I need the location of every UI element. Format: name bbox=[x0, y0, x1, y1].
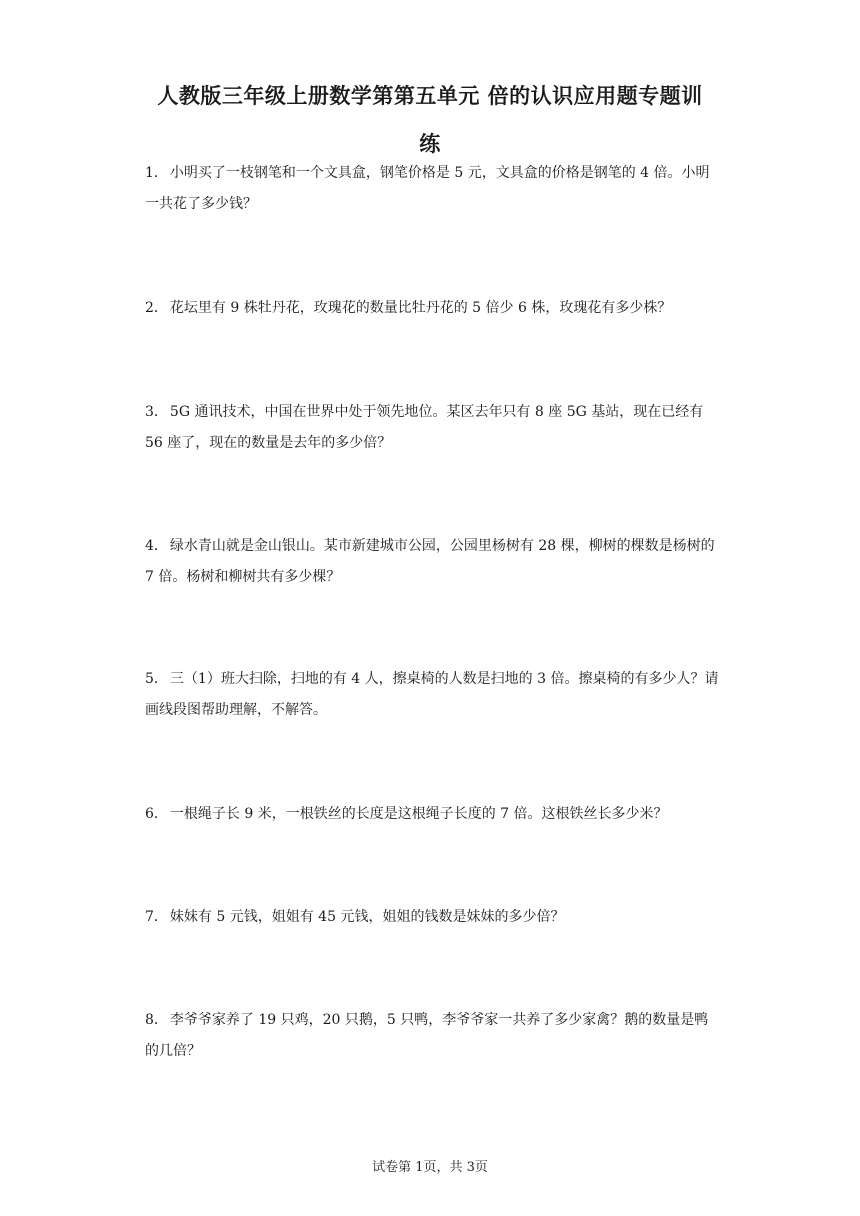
question-text: 妹妹有 5 元钱，姐姐有 45 元钱，姐姐的钱数是妹妹的多少倍？ bbox=[169, 909, 565, 925]
question-3 bbox=[145, 397, 720, 459]
question-number: 8． bbox=[145, 1012, 168, 1028]
question-4 bbox=[145, 531, 720, 593]
question-7 bbox=[145, 902, 720, 933]
page-title-line2: 练 bbox=[419, 132, 441, 156]
question-number: 1． bbox=[145, 165, 168, 181]
question-text: 小明买了一枝钢笔和一个文具盒，钢笔价格是 5 元，文具盒的价格是钢笔的 4 倍。小明一共花了多少钱？ bbox=[145, 165, 710, 212]
question-text: 李爷爷家养了 19 只鸡，20 只鹅，5 只鸭，李爷爷家一共养了多少家禽？鹅的数量是鸭的几倍？ bbox=[145, 1012, 709, 1059]
question-text: 绿水青山就是金山银山。某市新建城市公园，公园里杨树有 28 棵，柳树的棵数是杨树的 7 倍。杨树和柳树共有多少棵？ bbox=[145, 538, 715, 585]
page-title bbox=[0, 72, 860, 168]
question-number: 4． bbox=[145, 538, 168, 554]
question-number: 2． bbox=[145, 300, 168, 316]
question-number: 5． bbox=[145, 671, 168, 687]
question-text: 一根绳子长 9 米，一根铁丝的长度是这根绳子长度的 7 倍。这根铁丝长多少米？ bbox=[169, 806, 668, 822]
page-title-line1: 人教版三年级上册数学第第五单元 倍的认识应用题专题训 bbox=[157, 84, 703, 108]
question-5 bbox=[145, 664, 720, 726]
question-8 bbox=[145, 1005, 720, 1067]
question-number: 3． bbox=[145, 404, 168, 420]
question-6 bbox=[145, 799, 720, 830]
question-1 bbox=[145, 158, 720, 220]
question-text: 5G 通讯技术，中国在世界中处于领先地位。某区去年只有 8 座 5G 基站，现在已经有 56 座了，现在的数量是去年的多少倍？ bbox=[145, 404, 704, 451]
question-text: 花坛里有 9 株牡丹花，玫瑰花的数量比牡丹花的 5 倍少 6 株，玫瑰花有多少株？ bbox=[169, 300, 672, 316]
page-footer: 试卷第 1页，共 3页 bbox=[372, 1160, 488, 1175]
question-number: 6． bbox=[145, 806, 168, 822]
question-2 bbox=[145, 293, 720, 324]
question-text: 三（1）班大扫除，扫地的有 4 人，擦桌椅的人数是扫地的 3 倍。擦桌椅的有多少人？请画线段图帮助理解，不解答。 bbox=[145, 671, 719, 718]
question-number: 7． bbox=[145, 909, 168, 925]
